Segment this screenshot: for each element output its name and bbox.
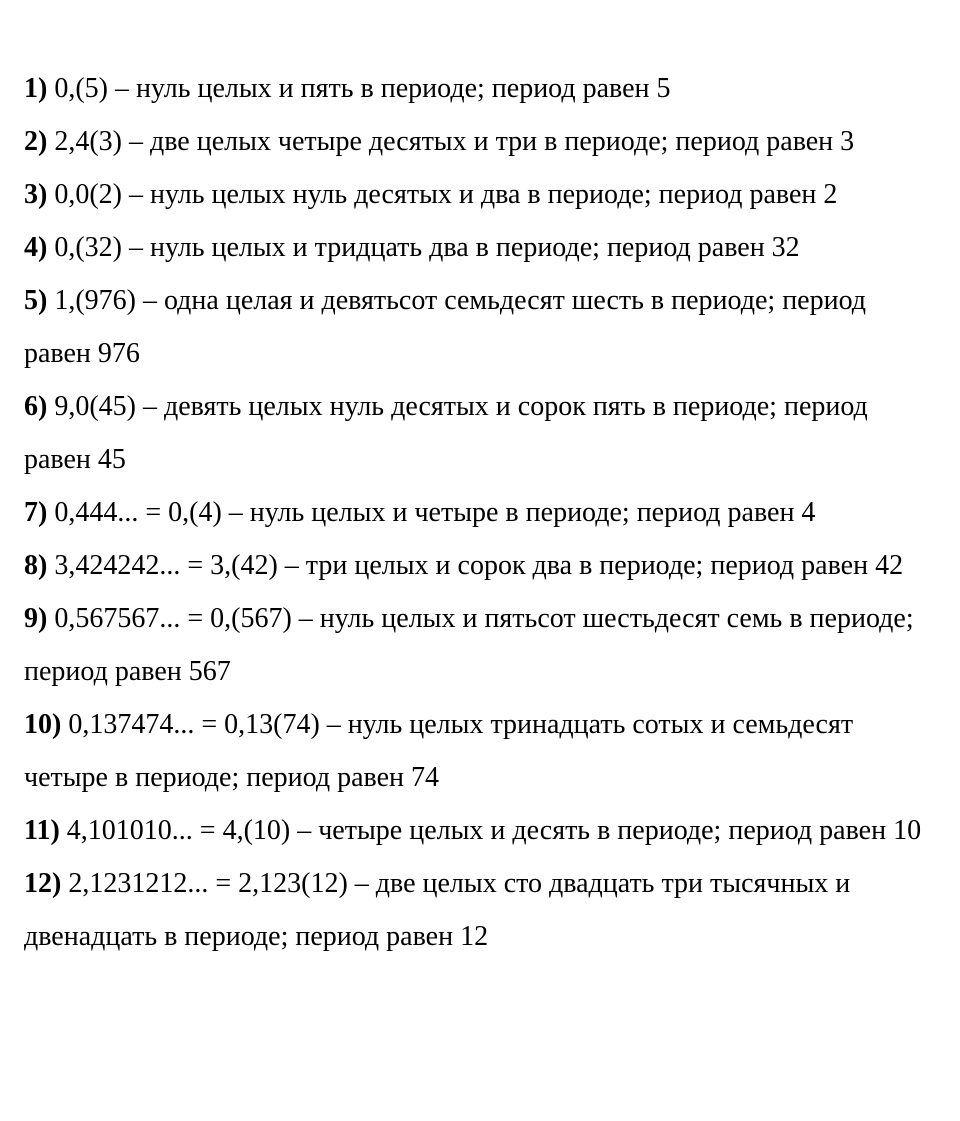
item-number: 1) <box>24 73 48 104</box>
item-text: 1,(976) – одна целая и девятьсот семьдесят шесть в периоде; период равен 976 <box>24 285 867 369</box>
list-item-3 <box>24 168 934 221</box>
item-number: 4) <box>24 232 48 263</box>
item-text: 0,137474... = 0,13(74) – нуль целых тринадцать сотых и семьдесят четыре в периоде; период равен 74 <box>24 709 854 793</box>
item-number: 9) <box>24 603 48 634</box>
list-item-8 <box>24 539 934 592</box>
item-text: 3,424242... = 3,(42) – три целых и сорок два в периоде; период равен 42 <box>47 550 904 581</box>
list-item-4 <box>24 221 934 274</box>
item-text: 9,0(45) – девять целых нуль десятых и сорок пять в периоде; период равен 45 <box>24 391 868 475</box>
list-item-7 <box>24 486 934 539</box>
item-number: 5) <box>24 285 48 316</box>
list-item-9 <box>24 592 934 698</box>
list-item-10 <box>24 698 934 804</box>
list-item-2 <box>24 115 934 168</box>
item-text: 2,4(3) – две целых четыре десятых и три в периоде; период равен 3 <box>47 126 855 157</box>
item-text: 0,444... = 0,(4) – нуль целых и четыре в периоде; период равен 4 <box>47 497 816 528</box>
list-item-5 <box>24 274 934 380</box>
item-text: 2,1231212... = 2,123(12) – две целых сто двадцать три тысячных и двенадцать в периоде; период равен 12 <box>24 868 851 952</box>
item-number: 11) <box>24 815 60 846</box>
item-text: 0,(5) – нуль целых и пять в периоде; период равен 5 <box>47 73 671 104</box>
list-item-1 <box>24 62 934 115</box>
list-item-11 <box>24 804 934 857</box>
list-item-12 <box>24 857 934 963</box>
item-number: 12) <box>24 868 62 899</box>
item-number: 10) <box>24 709 62 740</box>
item-text: 0,567567... = 0,(567) – нуль целых и пятьсот шестьдесят семь в периоде; период равен 567 <box>24 603 914 687</box>
item-number: 3) <box>24 179 48 210</box>
item-text: 4,101010... = 4,(10) – четыре целых и десять в периоде; период равен 10 <box>59 815 922 846</box>
item-number: 6) <box>24 391 48 422</box>
item-text: 0,0(2) – нуль целых нуль десятых и два в периоде; период равен 2 <box>47 179 838 210</box>
document-body <box>24 62 934 963</box>
item-number: 2) <box>24 126 48 157</box>
item-text: 0,(32) – нуль целых и тридцать два в периоде; период равен 32 <box>47 232 800 263</box>
item-number: 7) <box>24 497 48 528</box>
list-item-6 <box>24 380 934 486</box>
item-number: 8) <box>24 550 48 581</box>
